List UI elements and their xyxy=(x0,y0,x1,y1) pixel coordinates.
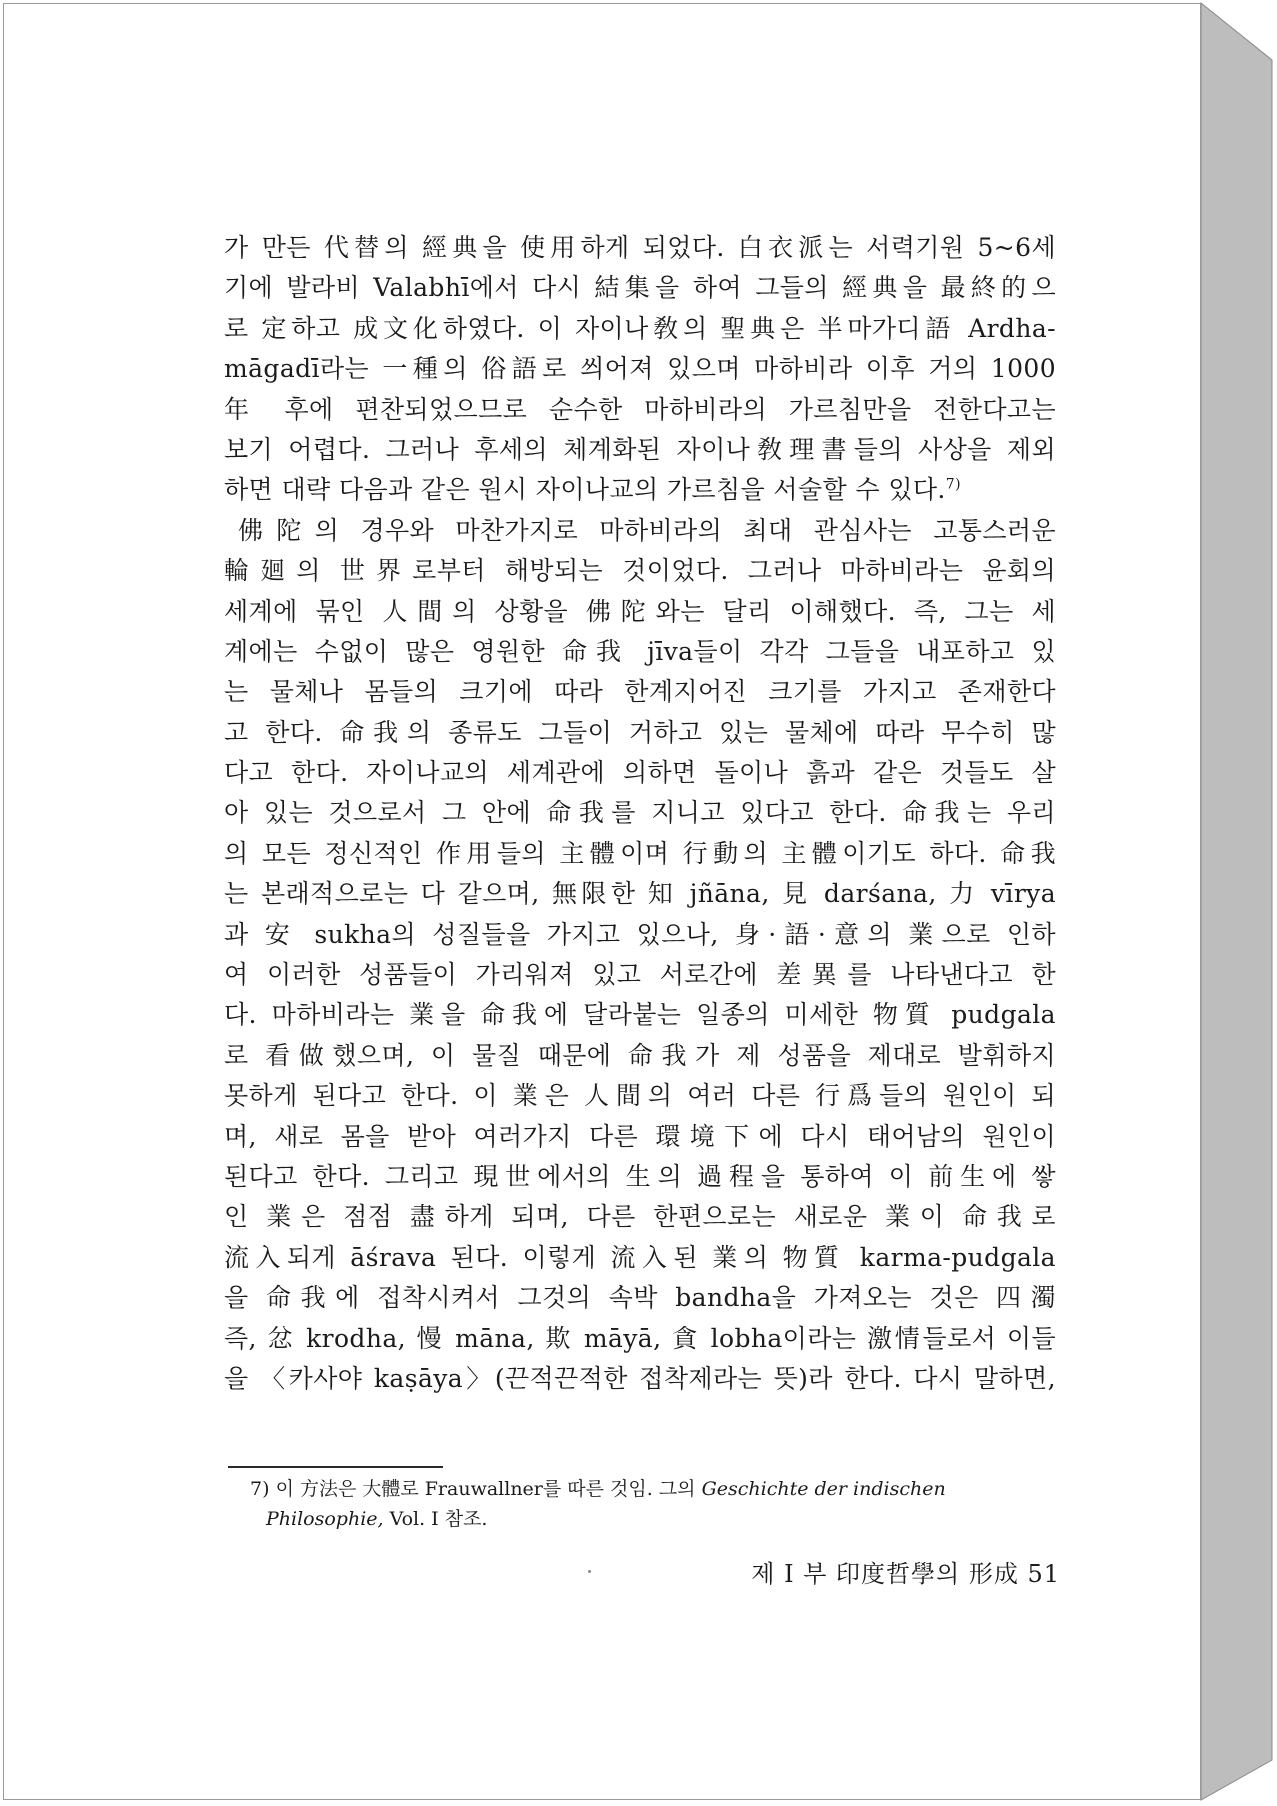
text-line: 과 安 sukha의 성질들을 가지고 있으나, 身·語·意의 業으로 인하 xyxy=(224,919,1056,949)
main-text xyxy=(224,228,1056,1399)
footnote-divider xyxy=(228,1466,443,1468)
text-line: 아 있는 것으로서 그 안에 命我를 지니고 있다고 한다. 命我는 우리 xyxy=(224,798,1056,828)
text-line: 세계에 묶인 人間의 상황을 佛陀와는 달리 이해했다. 즉, 그는 세 xyxy=(224,596,1056,626)
text-line: 을 〈카사야 kaṣāya〉(끈적끈적한 접착제라는 뜻)라 한다. 다시 말하면, xyxy=(224,1363,1056,1393)
footnote-line xyxy=(250,1474,1060,1504)
footnote-block xyxy=(250,1474,1060,1534)
footnote-number: 7) xyxy=(250,1478,270,1500)
footnote-book-title: Geschichte der indischen xyxy=(701,1478,946,1500)
text-line: 가 만든 代替의 經典을 使用하게 되었다. 白衣派는 서력기원 5~6세 xyxy=(224,233,1056,262)
text-line: 보기 어렵다. 그러나 후세의 체계화된 자이나敎理書들의 사상을 제외 xyxy=(224,434,1056,464)
footnote-book-title-cont: Philosophie, xyxy=(266,1508,384,1530)
text-line: 佛陀의 경우와 마찬가지로 마하비라의 최대 관심사는 고통스러운 xyxy=(238,515,1056,545)
speck xyxy=(588,1570,591,1573)
text-line: 인 業은 점점 盡하게 되며, 다른 한편으로는 새로운 業이 命我로 xyxy=(224,1202,1056,1232)
text-line: 는 본래적으로는 다 같으며, 無限한 知 jñāna, 見 darśana, 力 vīrya xyxy=(224,879,1056,909)
footnote-ref: 7) xyxy=(945,477,961,494)
text-line: 된다고 한다. 그리고 現世에서의 生의 過程을 통하여 이 前生에 쌓 xyxy=(224,1161,1056,1191)
footnote-text-cont: Vol. I 참조. xyxy=(383,1508,488,1530)
text-line: 즉, 忿 krodha, 慢 māna, 欺 māyā, 貪 lobha이라는 激情들로서 이들 xyxy=(224,1323,1056,1353)
text-line: 의 모든 정신적인 作用들의 主體이며 行動의 主體이기도 하다. 命我 xyxy=(224,838,1056,868)
running-footer: 제 I 부 印度哲學의 形成 51 xyxy=(751,1560,1060,1588)
page-edge-side xyxy=(1201,3,1272,1800)
text-line: 는 물체나 몸들의 크기에 따라 한계지어진 크기를 가지고 존재한다 xyxy=(224,677,1056,707)
text-line: 기에 발라비 Valabhī에서 다시 結集을 하여 그들의 經典을 最終的으 xyxy=(224,273,1056,303)
footnote-text: 이 方法은 大體로 Frauwallner를 따른 것임. 그의 xyxy=(275,1478,696,1500)
text-line: 로 定하고 成文化하였다. 이 자이나敎의 聖典은 半마가디語 Ardha- xyxy=(224,313,1056,343)
text-line: 다고 한다. 자이나교의 세계관에 의하면 돌이나 흙과 같은 것들도 살 xyxy=(224,758,1056,788)
text-line: māgadī라는 一種의 俗語로 씌어져 있으며 마하비라 이후 거의 1000 xyxy=(224,354,1056,384)
text-line: 하면 대략 다음과 같은 원시 자이나교의 가르침을 서술할 수 있다. xyxy=(224,475,946,505)
text-line: 을 命我에 접착시켜서 그것의 속박 bandha을 가져오는 것은 四濁 xyxy=(224,1283,1056,1313)
text-line: 다. 마하비라는 業을 命我에 달라붙는 일종의 미세한 物質 pudgala xyxy=(224,1000,1056,1030)
footnote-line xyxy=(250,1504,1060,1534)
text-line: 못하게 된다고 한다. 이 業은 人間의 여러 다른 行爲들의 원인이 되 xyxy=(224,1081,1056,1111)
text-line: 流入되게 āśrava 된다. 이렇게 流入된 業의 物質 karma-pudgala xyxy=(224,1242,1056,1272)
text-line: 로 看做했으며, 이 물질 때문에 命我가 제 성품을 제대로 발휘하지 xyxy=(224,1040,1056,1070)
text-line: 輪廻의 世界로부터 해방되는 것이었다. 그러나 마하비라는 윤회의 xyxy=(224,556,1056,586)
text-line: 여 이러한 성품들이 가리워져 있고 서로간에 差異를 나타낸다고 한 xyxy=(224,960,1056,990)
text-line: 며, 새로 몸을 받아 여러가지 다른 環境下에 다시 태어남의 원인이 xyxy=(224,1121,1056,1151)
text-line-with-note xyxy=(224,470,1056,510)
text-line: 고 한다. 命我의 종류도 그들이 거하고 있는 물체에 따라 무수히 많 xyxy=(224,717,1056,747)
text-line: 계에는 수없이 많은 영원한 命我 jīva들이 각각 그들을 내포하고 있 xyxy=(224,636,1056,666)
text-line: 年 후에 편찬되었으므로 순수한 마하비라의 가르침만을 전한다고는 xyxy=(224,394,1056,424)
